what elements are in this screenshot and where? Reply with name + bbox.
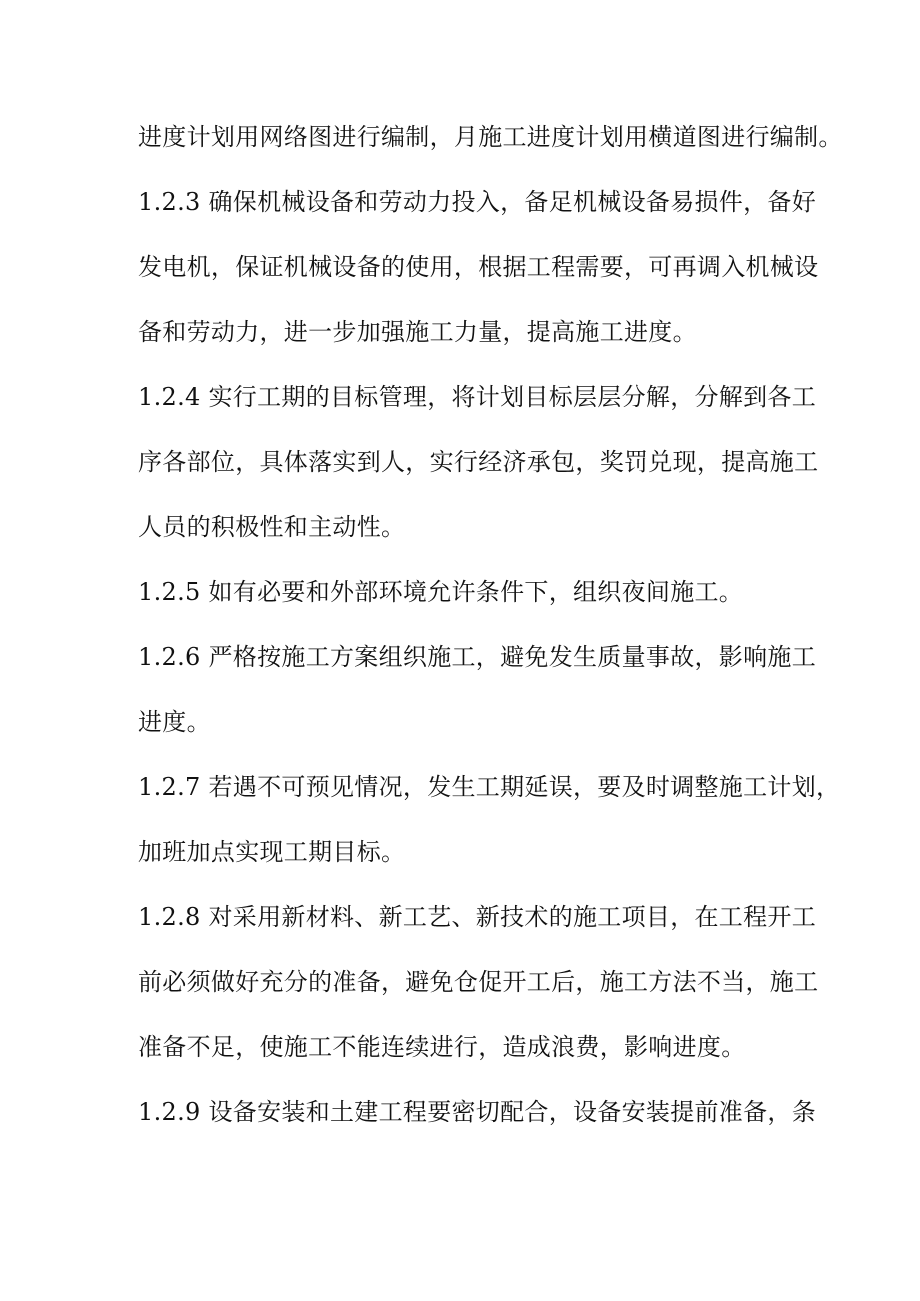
text-line: 1.2.5 如有必要和外部环境允许条件下，组织夜间施工。 [138,578,744,606]
text-line: 准备不足，使施工不能连续进行，造成浪费，影响进度。 [138,1033,746,1061]
text-line: 加班加点实现工期目标。 [138,838,406,866]
text-line: 1.2.6 严格按施工方案组织施工，避免发生质量事故，影响施工 [138,643,816,671]
text-line: 进度计划用网络图进行编制，月施工进度计划用横道图进行编制。 [138,123,843,151]
text-line: 进度。 [138,708,211,736]
text-line: 1.2.3 确保机械设备和劳动力投入，备足机械设备易损件，备好 [138,188,816,216]
text-line: 1.2.8 对采用新材料、新工艺、新技术的施工项目，在工程开工 [138,903,816,931]
text-line: 1.2.9 设备安装和土建工程要密切配合，设备安装提前准备，条 [138,1098,816,1126]
text-line: 1.2.4 实行工期的目标管理，将计划目标层层分解，分解到各工 [138,383,816,411]
text-line: 人员的积极性和主动性。 [138,513,406,541]
text-line: 序各部位，具体落实到人，实行经济承包，奖罚兑现，提高施工 [138,448,819,476]
text-line: 备和劳动力，进一步加强施工力量，提高施工进度。 [138,318,697,346]
text-line: 前必须做好充分的准备，避免仓促开工后，施工方法不当，施工 [138,968,819,996]
text-line: 发电机，保证机械设备的使用，根据工程需要，可再调入机械设 [138,253,819,281]
text-line: 1.2.7 若遇不可预见情况，发生工期延误，要及时调整施工计划， [138,773,841,801]
